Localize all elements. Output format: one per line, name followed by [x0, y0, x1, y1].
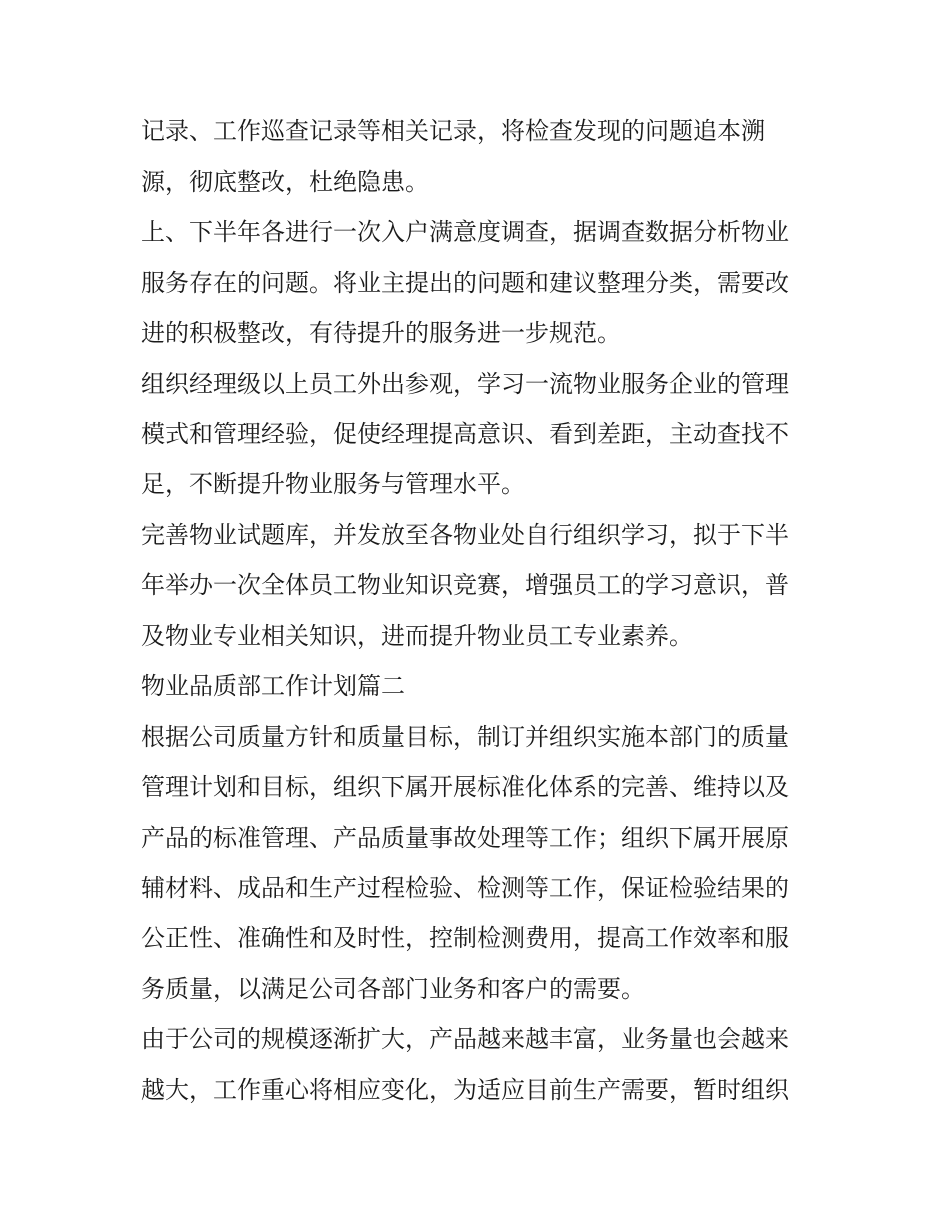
text-line: 源，彻底整改，杜绝隐患。 [141, 168, 429, 196]
text-line: 辅材料、成品和生产过程检验、检测等工作，保证检验结果的 [141, 874, 789, 902]
text-line: 管理计划和目标，组织下属开展标准化体系的完善、维持以及 [141, 773, 789, 801]
text-line: 根据公司质量方针和质量目标，制订并组织实施本部门的质量 [141, 723, 789, 751]
text-line: 进的积极整改，有待提升的服务进一步规范。 [141, 319, 621, 347]
text-line: 组织经理级以上员工外出参观，学习一流物业服务企业的管理 [141, 370, 789, 398]
text-line: 务质量，以满足公司各部门业务和客户的需要。 [141, 975, 645, 1003]
text-line: 记录、工作巡查记录等相关记录，将检查发现的问题追本溯 [141, 117, 765, 145]
section-heading: 物业品质部工作计划篇二 [141, 672, 405, 700]
text-line: 上、下半年各进行一次入户满意度调查，据调查数据分析物业 [141, 218, 789, 246]
text-line: 服务存在的问题。将业主提出的问题和建议整理分类，需要改 [141, 269, 789, 297]
text-line: 产品的标准管理、产品质量事故处理等工作；组织下属开展原 [141, 824, 789, 852]
text-line: 完善物业试题库，并发放至各物业处自行组织学习，拟于下半 [141, 521, 789, 549]
text-line: 及物业专业相关知识，进而提升物业员工专业素养。 [141, 622, 693, 650]
text-line: 年举办一次全体员工物业知识竞赛，增强员工的学习意识，普 [141, 571, 789, 599]
text-line: 模式和管理经验，促使经理提高意识、看到差距，主动查找不 [141, 420, 789, 448]
text-line: 由于公司的规模逐渐扩大，产品越来越丰富，业务量也会越来 [141, 1025, 789, 1053]
text-line: 公正性、准确性和及时性，控制检测费用，提高工作效率和服 [141, 924, 789, 952]
text-line: 足，不断提升物业服务与管理水平。 [141, 470, 525, 498]
text-line: 越大，工作重心将相应变化，为适应目前生产需要，暂时组织 [141, 1076, 789, 1104]
